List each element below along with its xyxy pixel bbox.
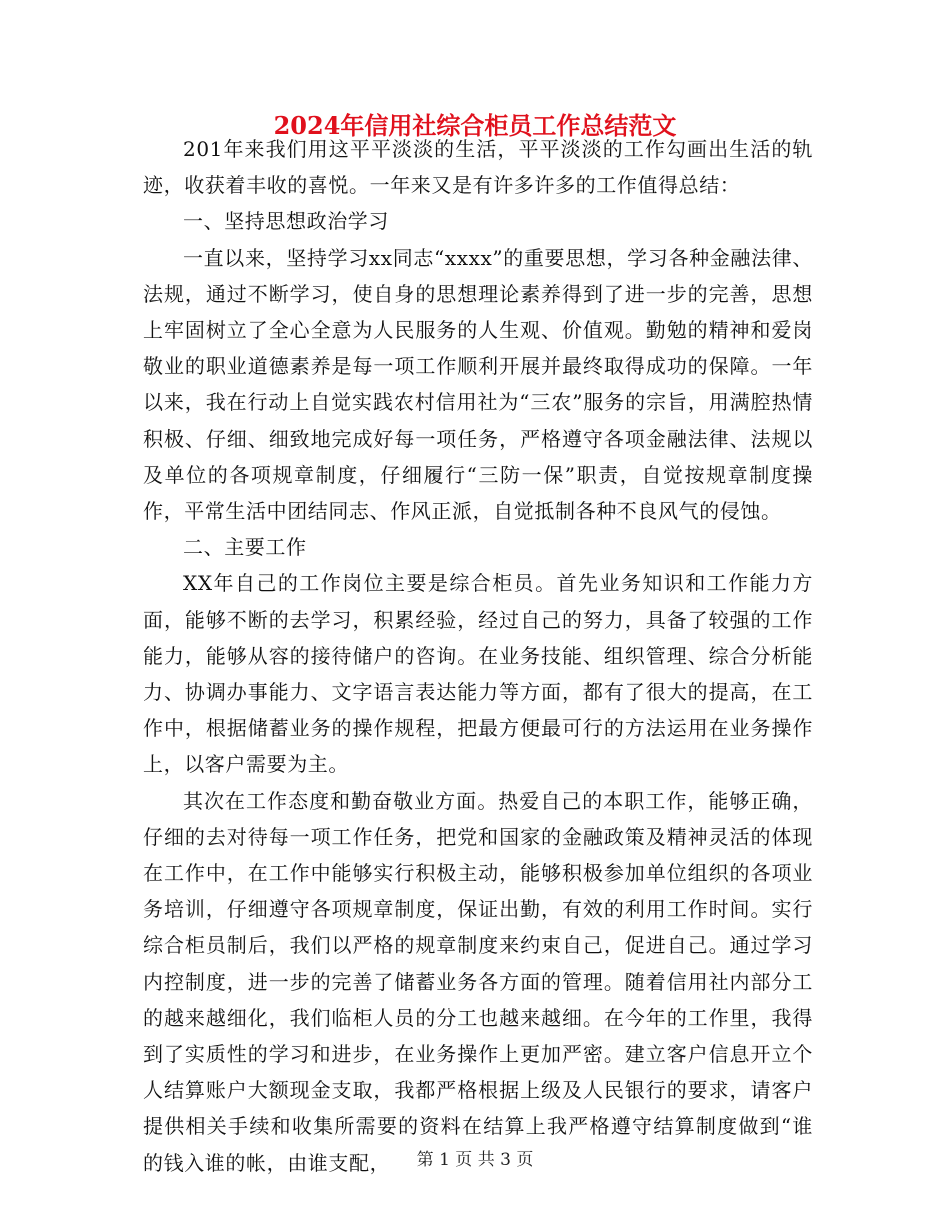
document-body — [143, 131, 813, 1181]
section-heading-2: 二、主要工作 — [183, 535, 307, 560]
paragraph-intro: 201年来我们用这平平淡淡的生活，平平淡淡的工作勾画出生活的轨迹，收获着丰收的喜悦。一年来又是有许多许多的工作值得总结： — [143, 137, 813, 198]
paragraph-political-study: 一直以来，坚持学习xx同志“xxxx”的重要思想，学习各种金融法律、法规，通过不断学习，使自身的思想理论素养得到了进一步的完善，思想上牢固树立了全心全意为人民服务的人生观、价值观。勤勉的精神和爱岗敬业的职业道德素养是每一项工作顺利开展并最终取得成功的保障。一年以来，我在行动上自觉实践农村信用社为“三农”服务的宗旨，用满腔热情积极、仔细、细致地完成好每一项任务，严格遵守各项金融法律、法规以及单位的各项规章制度，仔细履行“三防一保”职责，自觉按规章制度操作，平常生活中团结同志、作风正派，自觉抵制各种不良风气的侵蚀。 — [143, 245, 813, 524]
paragraph-main-work: XX年自己的工作岗位主要是综合柜员。首先业务知识和工作能力方面，能够不断的去学习，积累经验，经过自己的努力，具备了较强的工作能力，能够从容的接待储户的咨询。在业务技能、组织管理、综合分析能力、协调办事能力、文字语言表达能力等方面，都有了很大的提高，在工作中，根据储蓄业务的操作规程，把最方便最可行的方法运用在业务操作上，以客户需要为主。 — [143, 571, 813, 777]
paragraph-work-attitude: 其次在工作态度和勤奋敬业方面。热爱自己的本职工作，能够正确，仔细的去对待每一项工作任务，把党和国家的金融政策及精神灵活的体现在工作中，在工作中能够实行积极主动，能够积极参加单位组织的各项业务培训，仔细遵守各项规章制度，保证出勤，有效的利用工作时间。实行综合柜员制后，我们以严格的规章制度来约束自己，促进自己。通过学习内控制度，进一步的完善了储蓄业务各方面的管理。随着信用社内部分工的越来越细化，我们临柜人员的分工也越来越细。在今年的工作里，我得到了实质性的学习和进步，在业务操作上更加严密。建立客户信息开立个人结算账户大额现金支取，我都严格根据上级及人民银行的要求，请客户提供相关手续和收集所需要的资料在结算上我严格遵守结算制度做到“谁的钱入谁的帐，由谁支配， — [143, 788, 813, 1175]
page-footer: 第 1 页 共 3 页 — [416, 1150, 534, 1170]
section-heading-1: 一、坚持思想政治学习 — [183, 209, 389, 234]
document-title: 2024年信用社综合柜员工作总结范文 — [273, 111, 677, 140]
